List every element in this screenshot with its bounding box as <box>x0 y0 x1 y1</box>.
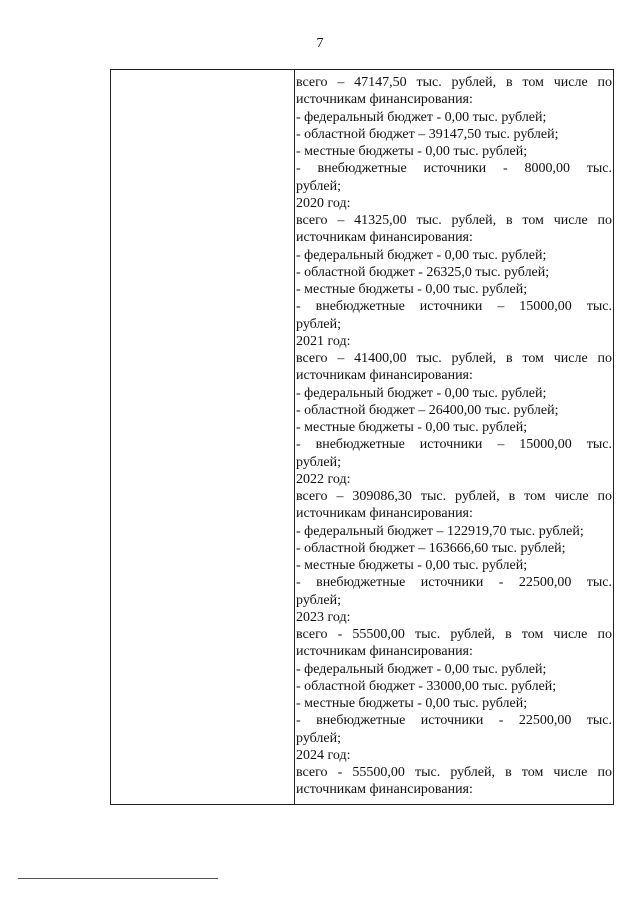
text-line: - областной бюджет – 163666,60 тыс. рублей; <box>296 540 566 556</box>
page-number: 7 <box>316 36 324 51</box>
text-line: - внебюджетные источники – 15000,00 тыс. <box>296 437 612 453</box>
text-line: всего – 309086,30 тыс. рублей, в том числе по <box>296 489 612 504</box>
text-line: источникам финансирования: <box>296 506 473 522</box>
year-heading: 2023 год: <box>296 609 351 625</box>
text-line: - федеральный бюджет - 0,00 тыс. рублей; <box>296 109 547 125</box>
text-line: - областной бюджет - 33000,00 тыс. рублей; <box>296 678 557 694</box>
year-heading: 2024 год: <box>296 747 351 763</box>
table-left-cell <box>111 70 295 804</box>
text-line: рублей; <box>296 730 341 746</box>
year-heading: 2020 год: <box>296 195 351 211</box>
year-heading: 2022 год: <box>296 471 351 487</box>
text-line: - местные бюджеты - 0,00 тыс. рублей; <box>296 144 528 159</box>
text-line: источникам финансирования: <box>296 368 473 384</box>
text-line: - областной бюджет – 39147,50 тыс. рублей; <box>296 126 559 142</box>
text-line: - федеральный бюджет - 0,00 тыс. рублей; <box>296 661 547 677</box>
text-line: - местные бюджеты - 0,00 тыс. рублей; <box>296 558 528 573</box>
text-line: всего – 41325,00 тыс. рублей, в том числе по <box>296 213 612 228</box>
text-line: источникам финансирования: <box>296 782 473 798</box>
text-line: - областной бюджет - 26325,0 тыс. рублей; <box>296 264 550 280</box>
text-line: источникам финансирования: <box>296 644 473 660</box>
text-line: - внебюджетные источники - 22500,00 тыс. <box>296 575 612 591</box>
text-line: - внебюджетные источники - 22500,00 тыс. <box>296 713 612 729</box>
text-line: всего - 55500,00 тыс. рублей, в том числе по <box>296 765 612 780</box>
text-line: всего – 47147,50 тыс. рублей, в том числе по <box>296 75 612 90</box>
text-line: всего – 41400,00 тыс. рублей, в том числе по <box>296 351 612 366</box>
text-line: - областной бюджет – 26400,00 тыс. рублей; <box>296 402 559 418</box>
text-line: рублей; <box>296 592 341 608</box>
text-line: рублей; <box>296 316 341 332</box>
funding-table <box>110 69 614 805</box>
text-line: всего - 55500,00 тыс. рублей, в том числе по <box>296 627 612 642</box>
text-line: - федеральный бюджет – 122919,70 тыс. рублей; <box>296 523 584 539</box>
text-line: источникам финансирования: <box>296 230 473 246</box>
text-line: - федеральный бюджет - 0,00 тыс. рублей; <box>296 385 547 401</box>
text-line: - внебюджетные источники – 15000,00 тыс. <box>296 299 612 315</box>
text-line: рублей; <box>296 454 341 470</box>
table-right-cell <box>296 74 612 799</box>
text-line: - внебюджетные источники - 8000,00 тыс. <box>296 161 612 177</box>
text-line: - местные бюджеты - 0,00 тыс. рублей; <box>296 420 528 435</box>
text-line: рублей; <box>296 178 341 194</box>
text-line: источникам финансирования: <box>296 92 473 108</box>
text-line: - федеральный бюджет - 0,00 тыс. рублей; <box>296 247 547 263</box>
footer-rule <box>18 878 218 879</box>
year-heading: 2021 год: <box>296 333 351 349</box>
text-line: - местные бюджеты - 0,00 тыс. рублей; <box>296 696 528 711</box>
text-line: - местные бюджеты - 0,00 тыс. рублей; <box>296 282 528 297</box>
